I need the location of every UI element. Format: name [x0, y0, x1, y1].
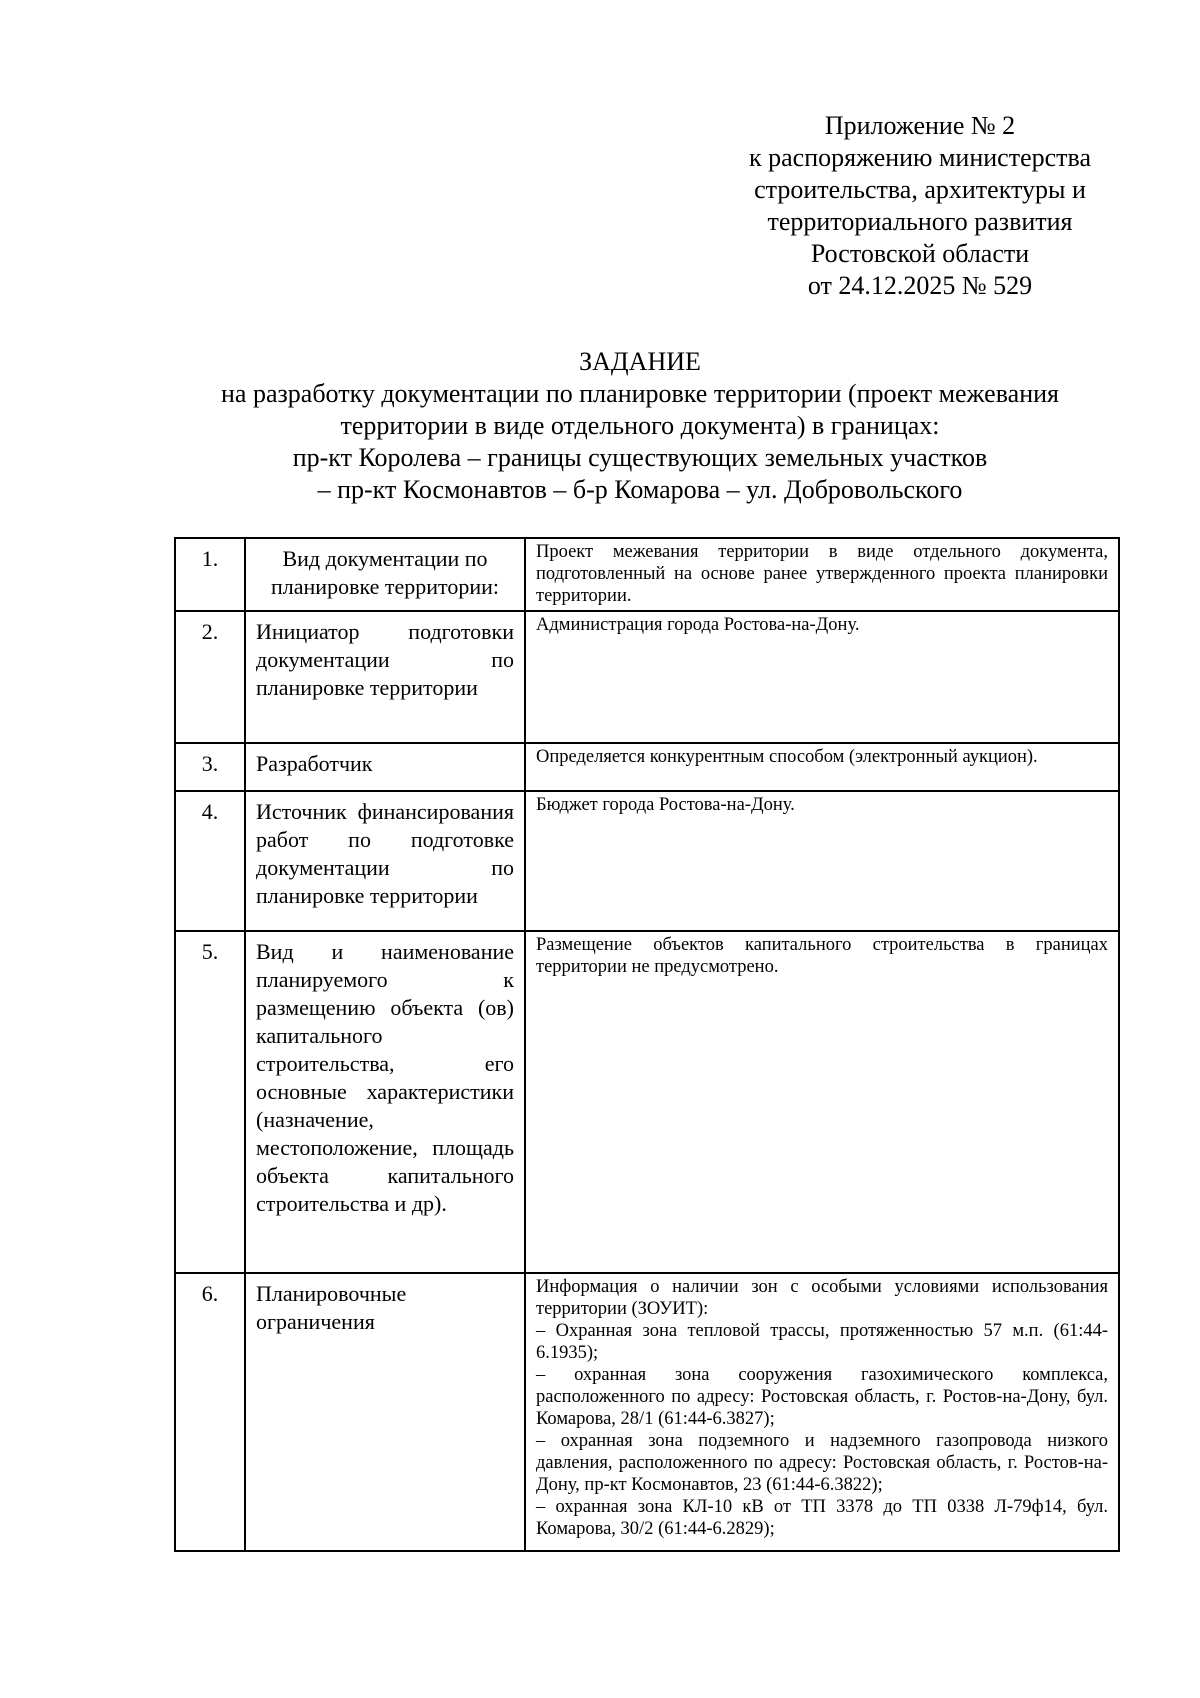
value-paragraph: Бюджет города Ростова-на-Дону. [536, 795, 795, 815]
table-row [175, 611, 1119, 743]
table-row [175, 538, 1119, 611]
appendix-line: Приложение № 2 [824, 111, 1016, 140]
row-value [525, 791, 1119, 931]
table-row [175, 1273, 1119, 1551]
row-value [525, 538, 1119, 611]
value-paragraph: – охранная зона сооружения газохимического комплекса, расположенного по адресу: Ростовская область, г. Ростов-на-Дону, бул. Комарова, 28/1 (61:44-6.3827); [536, 1365, 1108, 1429]
row-value [525, 1273, 1119, 1551]
row-value [525, 931, 1119, 1273]
row-number: 2. [175, 611, 245, 743]
task-table [174, 537, 1120, 1552]
title-line: пр-кт Королева – границы существующих земельных участков [292, 443, 988, 472]
value-paragraph: Информация о наличии зон с особыми условиями использования территории (ЗОУИТ): [536, 1277, 1108, 1319]
appendix-line: строительства, архитектуры и [754, 175, 1086, 204]
appendix-line: к распоряжению министерства [748, 143, 1091, 172]
value-paragraph: Определяется конкурентным способом (электронный аукцион). [536, 747, 1038, 767]
appendix-line: территориального развития [767, 207, 1073, 236]
value-paragraph: Размещение объектов капитального строительства в границах территории не предусмотрено. [536, 935, 1108, 977]
row-parameter: Разработчик [245, 743, 525, 791]
value-paragraph: – охранная зона КЛ-10 кВ от ТП 3378 до ТП 0338 Л-79ф14, бул. Комарова, 30/2 (61:44-6.2829); [536, 1497, 1108, 1539]
title-line: – пр-кт Космонавтов – б-р Комарова – ул. Добровольского [317, 475, 963, 504]
appendix-line: от 24.12.2025 № 529 [807, 271, 1033, 300]
appendix-line: Ростовской области [810, 239, 1030, 268]
row-value [525, 611, 1119, 743]
row-number: 3. [175, 743, 245, 791]
value-paragraph: – охранная зона подземного и надземного газопровода низкого давления, расположенного по адресу: Ростовская область, г. Ростов-на-Дону, пр-кт Космонавтов, 23 (61:44-6.3822); [536, 1431, 1108, 1495]
row-number: 6. [175, 1273, 245, 1551]
row-parameter: Вид и наименование планируемого к размещению объекта (ов) капитального строительства, его основные характеристики (назначение, местоположение, площадь объекта капитального строительства и др). [245, 931, 525, 1273]
value-paragraph: – Охранная зона тепловой трассы, протяженностью 57 м.п. (61:44-6.1935); [536, 1321, 1108, 1363]
row-parameter: Источник финансирования работ по подготовке документации по планировке территории [245, 791, 525, 931]
row-value [525, 743, 1119, 791]
row-number: 5. [175, 931, 245, 1273]
title-heading: ЗАДАНИЕ [579, 347, 701, 376]
row-number: 4. [175, 791, 245, 931]
row-parameter: Планировочные ограничения [245, 1273, 525, 1551]
value-paragraph: Проект межевания территории в виде отдельного документа, подготовленный на основе ранее утвержденного проекта планировки территории. [536, 542, 1108, 606]
row-parameter: Вид документации по планировке территории: [245, 538, 525, 611]
appendix-header [720, 110, 1120, 302]
row-number: 1. [175, 538, 245, 611]
row-parameter: Инициатор подготовки документации по планировке территории [245, 611, 525, 743]
title-line: территории в виде отдельного документа) в границах: [340, 411, 940, 440]
document-title [160, 346, 1120, 506]
title-line: на разработку документации по планировке территории (проект межевания [221, 379, 1059, 408]
table-row [175, 743, 1119, 791]
table-row [175, 931, 1119, 1273]
table-row [175, 791, 1119, 931]
value-paragraph: Администрация города Ростова-на-Дону. [536, 615, 860, 635]
